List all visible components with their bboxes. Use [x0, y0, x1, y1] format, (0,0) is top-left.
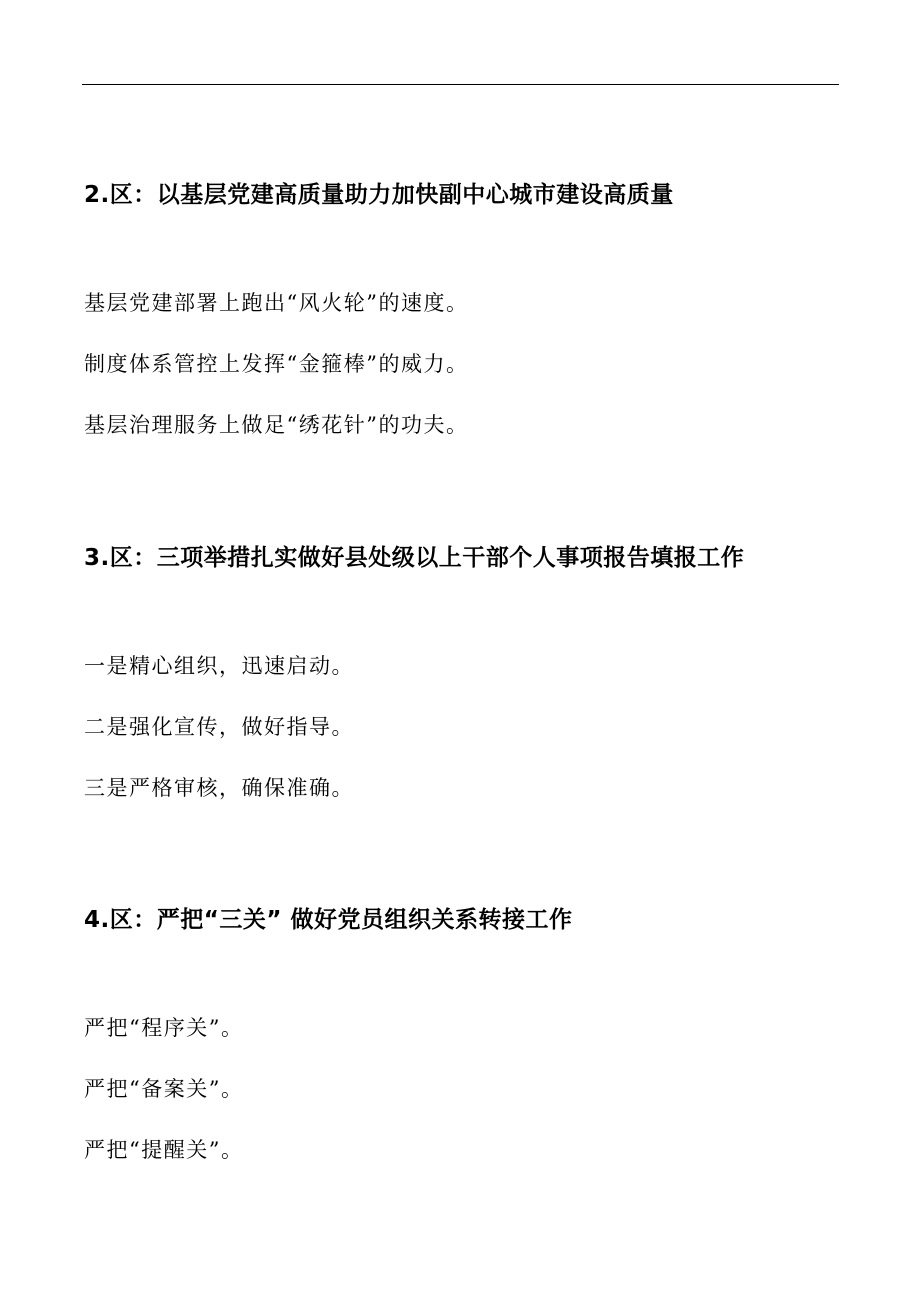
section-points: [84, 289, 468, 472]
header-divider: [82, 84, 839, 85]
section-2: [84, 181, 844, 437]
section-points: [84, 652, 354, 835]
list-item: 基层治理服务上做足“绣花针”的功夫。: [84, 413, 469, 437]
list-item: 严把“程序关”。: [84, 1016, 244, 1040]
section-3: [84, 544, 844, 800]
section-4: [84, 906, 844, 1162]
list-item: 严把“备案关”。: [84, 1077, 244, 1101]
section-heading: 4.区：严把“三关” 做好党员组织关系转接工作: [84, 907, 573, 933]
list-item: 制度体系管控上发挥“金箍棒”的威力。: [84, 352, 469, 376]
list-item: 三是严格审核，确保准确。: [84, 776, 354, 800]
list-item: 基层党建部署上跑出“风火轮”的速度。: [84, 291, 469, 315]
list-item: 二是强化宣传，做好指导。: [84, 715, 354, 739]
section-heading: 3.区：三项举措扎实做好县处级以上干部个人事项报告填报工作: [84, 545, 745, 571]
list-item: 一是精心组织，迅速启动。: [84, 654, 354, 678]
list-item: 严把“提醒关”。: [84, 1138, 244, 1162]
section-points: [84, 1014, 243, 1197]
section-heading: 2.区：以基层党建高质量助力加快副中心城市建设高质量: [84, 182, 674, 208]
